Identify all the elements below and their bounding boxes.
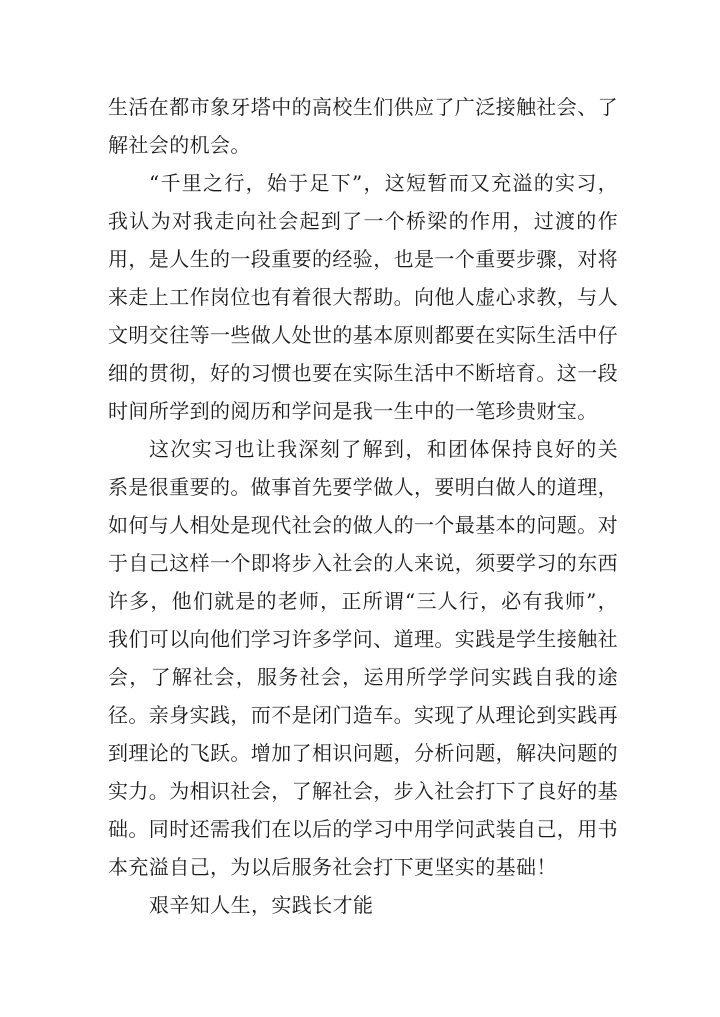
paragraph-heading-hardship: 艰辛知人生，实践长才能 (149, 893, 374, 917)
paragraph-continuation: 生活在都市象牙塔中的高校生们供应了广泛接触社会、了解社会的机会。 (108, 95, 618, 157)
paragraph-internship-meaning: “千里之行，始于足下”，这短暂而又充溢的实习，我认为对我走向社会起到了一个桥梁的作用，过渡的作用，是人生的一段重要的经验，也是一个重要步骤，对将来走上工作岗位也有着很大帮助。向他人虚心求教，与人文明交往等一些做人处世的基本原则都要在实际生活中仔细的贯彻，好的习惯也要在实际生活中不断培育。这一段时间所学到的阅历和学问是我一生中的一笔珍贵财宝。 (108, 171, 618, 423)
paragraph-teamwork: 这次实习也让我深刻了解到，和团体保持良好的关系是很重要的。做事首先要学做人，要明白做人的道理，如何与人相处是现代社会的做人的一个最基本的问题。对于自己这样一个即将步入社会的人来说，须要学习的东西许多，他们就是的老师，正所谓“三人行，必有我师”，我们可以向他们学习许多学问、道理。实践是学生接触社会，了解社会，服务社会，运用所学学问实践自我的途径。亲身实践，而不是闭门造车。实现了从理论到实践再到理论的飞跃。增加了相识问题，分析问题，解决问题的实力。为相识社会，了解社会，步入社会打下了良好的基础。同时还需我们在以后的学习中用学问武装自己，用书本充溢自己，为以后服务社会打下更坚实的基础！ (108, 437, 618, 879)
document-body (108, 88, 618, 924)
